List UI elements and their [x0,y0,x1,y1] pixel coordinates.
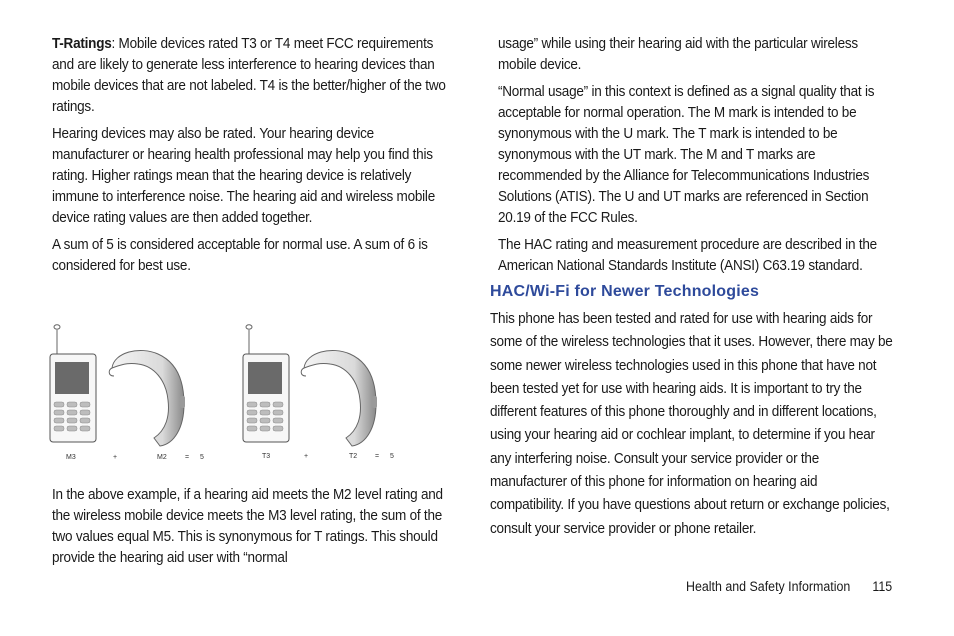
m2-label: M2 [157,454,167,461]
right-column-bottom [490,308,894,547]
t2-label: T2 [349,453,358,460]
right-column-top [498,34,893,283]
m-sum-value: 5 [200,454,204,461]
left-column-bottom [52,485,447,575]
page-footer [686,579,892,594]
hearing-aid-icon-m2 [109,350,185,446]
footer-section-title: Health and Safety Information [686,579,851,594]
sum-paragraph: A sum of 5 is considered acceptable for normal use. A sum of 6 is considered for best use. [52,237,428,274]
phone-icon-m3 [50,325,96,442]
t3-label: T3 [262,453,271,460]
hac-procedure-paragraph: The HAC rating and measurement procedure are described in the American National Standards Institute (ANSI) C63.19 standard. [498,237,877,274]
rating-paragraph: Hearing devices may also be rated. Your hearing device manufacturer or hearing health professional may help you find this rating. Higher ratings mean that the hearing device is relatively immune to interference noise. The hearing aid and wireless mobile device rating values are then added together. [52,126,435,226]
normal-usage-paragraph: “Normal usage” in this context is defined as a signal quality that is acceptable for normal operation. The M mark is intended to be synonymous with the U mark. The T mark is intended to be synonymous with the UT mark. The M and T marks are recommended by the Alliance for Telecommunications Industries Solutions (ATIS). The U and UT marks are referenced in Section 20.19 of the FCC Rules. [498,84,875,226]
newer-tech-paragraph: This phone has been tested and rated for use with hearing aids for some of the wireless technologies that it uses. However, there may be some newer wireless technologies used in this phone that have not been tested yet for use with hearing aids. It is important to try the different features of this phone thoroughly and in different locations, using your hearing aid or cochlear implant, to determine if you hear any interfering noise. Consult your service provider or the manufacturer of this phone for information on hearing aid compatibility. If you have questions about return or exchange policies, consult your service provider or phone retailer. [490,311,893,537]
left-column-top [52,34,447,283]
t-sum-value: 5 [390,453,394,460]
section-heading: HAC/Wi-Fi for Newer Technologies [490,283,760,300]
continued-paragraph: usage” while using their hearing aid with the particular wireless mobile device. [498,36,858,73]
hearing-aid-icon-t2 [301,350,377,446]
t-ratings-text: : Mobile devices rated T3 or T4 meet FCC requirements and are likely to generate less interference to hearing devices than mobile devices that are not labeled. T4 is the better/higher of the two ratings. [52,36,446,115]
t-equals-sign: = [375,453,380,460]
t-ratings-term: T-Ratings [52,36,112,52]
m-equals-sign: = [185,454,190,461]
m-plus-sign: + [113,454,118,461]
example-paragraph: In the above example, if a hearing aid meets the M2 level rating and the wireless mobile device meets the M3 level rating, the sum of the two values equal M5. This is synonymous for T ratings. This should provide the hearing aid user with “normal [52,487,443,566]
t-plus-sign: + [304,453,309,460]
hearing-aid-rating-figure [44,318,444,468]
m3-label: M3 [66,454,76,461]
page-number: 115 [872,579,893,594]
phone-icon-t3 [243,325,289,442]
t-ratings-paragraph [52,34,447,118]
